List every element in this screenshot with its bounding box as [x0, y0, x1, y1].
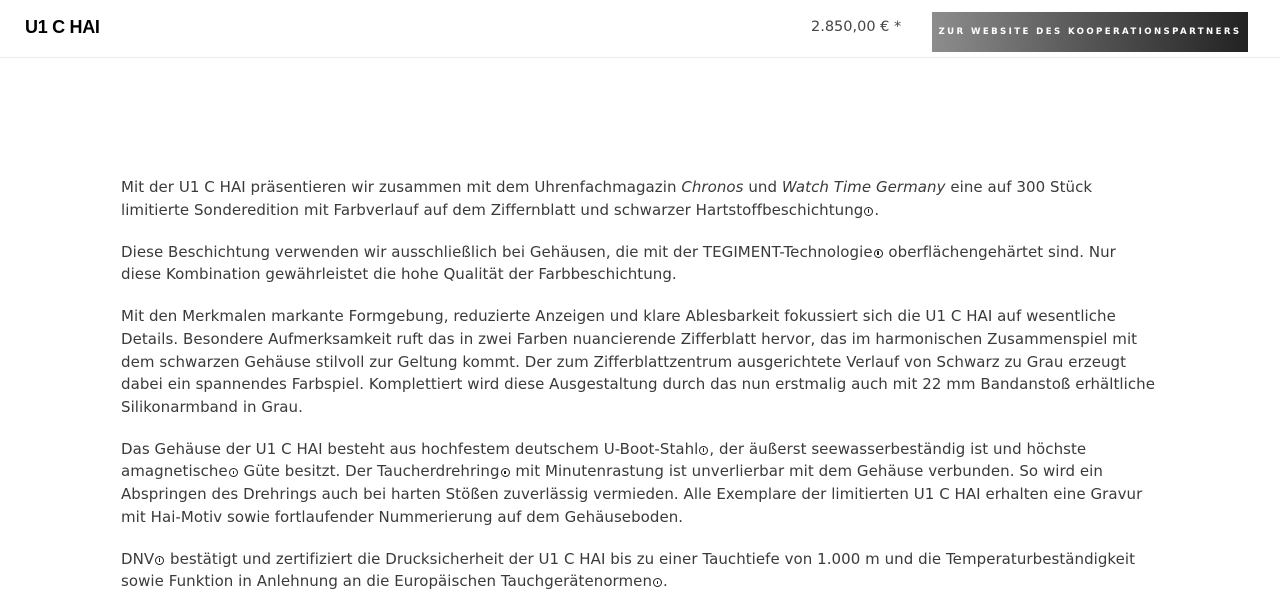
chronos-name: Chronos	[681, 178, 744, 196]
info-icon[interactable]	[155, 556, 164, 565]
info-icon[interactable]	[653, 578, 662, 587]
product-price: 2.850,00 € *	[811, 19, 902, 35]
info-icon[interactable]	[864, 207, 873, 216]
info-icon[interactable]	[229, 468, 238, 477]
paragraph-case: Das Gehäuse der U1 C HAI besteht aus hochfestem deutschem U-Boot-Stahl , der äußerst seewasserbeständig ist und höchste amagnetische Güte besitzt. Der Taucherdrehring mit Minutenrastung ist unverlierbar mit dem Gehäuse verbunden. So wird ein Abspringen des Drehrings auch bei harten Stößen zuverlässig vermieden. Alle Exemplare der limitierten U1 C HAI erhalten eine Gravur mit Hai-Motiv sowie fortlaufender Nummerierung auf dem Gehäuseboden.	[121, 439, 1143, 526]
paragraph-intro: Mit der U1 C HAI präsentieren wir zusammen mit dem Uhrenfachmagazin Chronos und Watch Time Germany eine auf 300 Stück limitierte Sonderedition mit Farbverlauf auf dem Ziffernblatt und schwarzer Hartstoffbeschichtung .	[121, 178, 1093, 219]
paragraph-coating: Diese Beschichtung verwenden wir ausschließlich bei Gehäusen, die mit der TEGIMENT-Technologie oberflächengehärtet sind. Nur diese Kombination gewährleistet die hohe Qualität der Farbbeschichtung.	[121, 242, 1116, 284]
info-icon[interactable]	[874, 249, 883, 258]
site-header	[0, 0, 1280, 58]
product-logo[interactable]: U1 C HAI	[25, 17, 100, 37]
product-description	[121, 176, 1155, 612]
paragraph-design: Mit den Merkmalen markante Formgebung, reduzierte Anzeigen und klare Ablesbarkeit fokussiert sich die U1 C HAI auf wesentliche Details. Besondere Aufmerksamkeit ruft das in zwei Farben nuancierende Zifferblatt hervor, das im harmonischen Zusammenspiel mit dem schwarzen Gehäuse stilvoll zur Geltung kommt. Der zum Zifferblattzentrum ausgerichtete Verlauf von Schwarz zu Grau erzeugt dabei ein spannendes Farbspiel. Komplettiert wird diese Ausgestaltung durch das nun erstmalig auch mit 22 mm Bandanstoß erhältliche Silikonarmband in Grau.	[121, 307, 1155, 416]
partner-website-button[interactable]: ZUR WEBSITE DES KOOPERATIONSPARTNERS	[932, 12, 1248, 52]
info-icon[interactable]	[501, 468, 510, 477]
info-icon[interactable]	[699, 446, 708, 455]
watch-time-germany-name: Watch Time Germany	[781, 178, 946, 196]
paragraph-certification: DNV bestätigt und zertifiziert die Drucksicherheit der U1 C HAI bis zu einer Tauchtiefe von 1.000 m und die Temperaturbeständigkeit sowie Funktion in Anlehnung an die Europäischen Tauchgerätenormen .	[121, 549, 1136, 591]
